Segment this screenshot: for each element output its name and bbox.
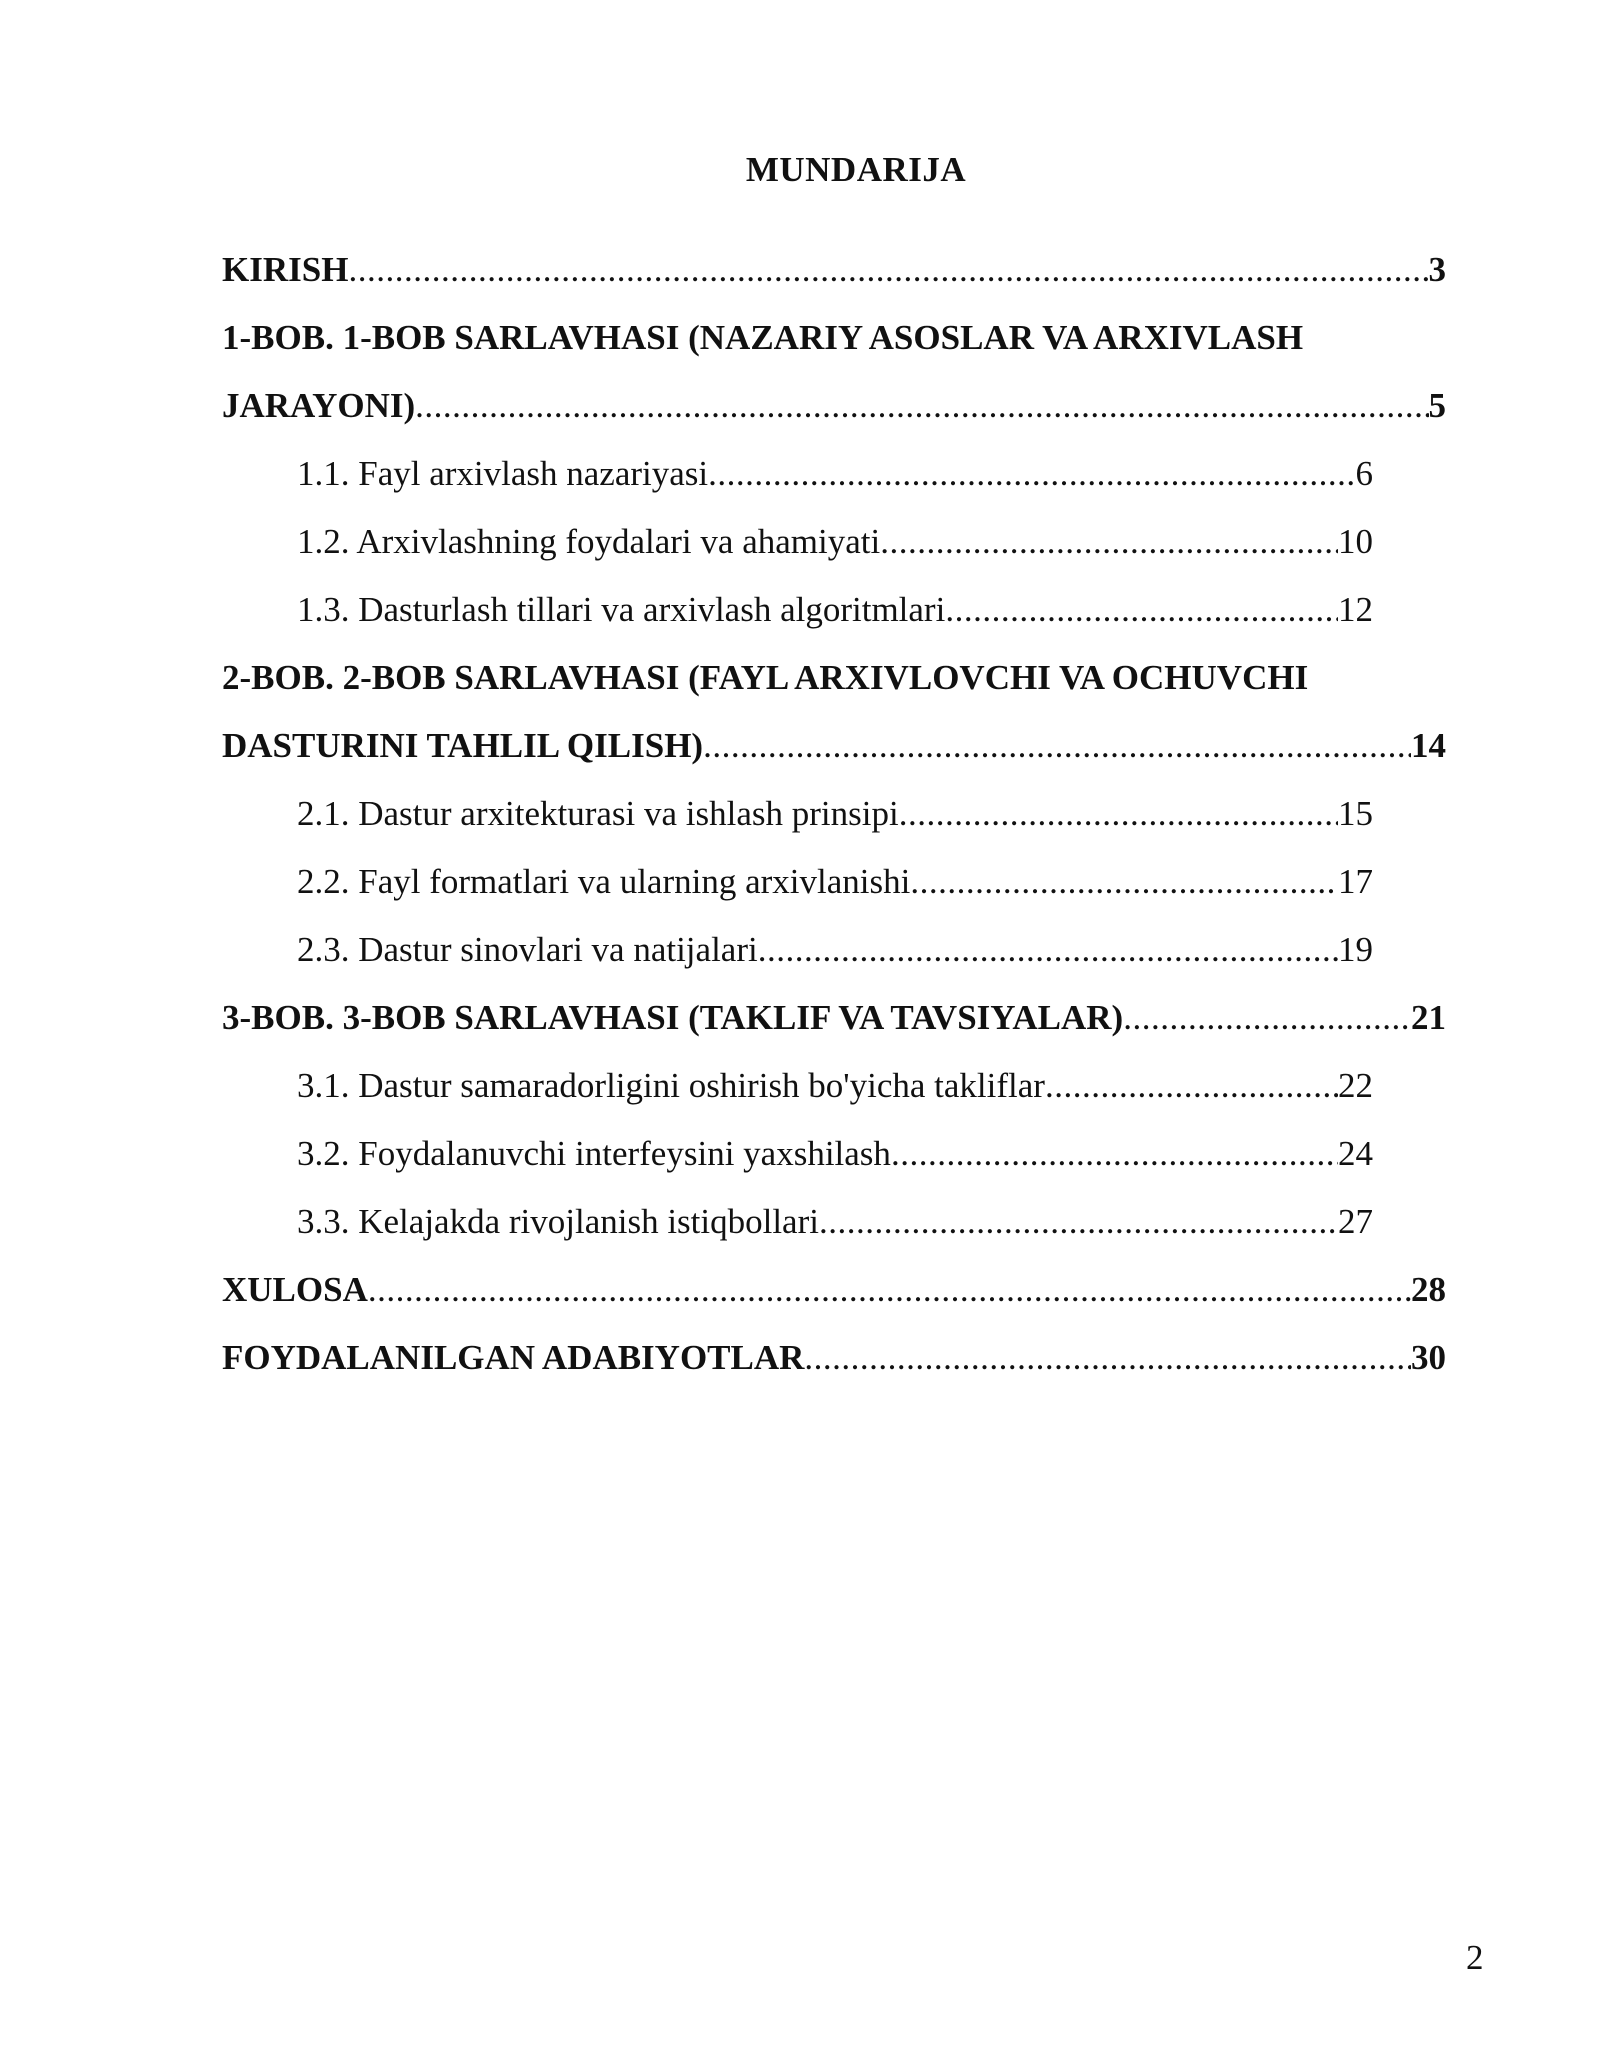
toc-entry-label: 3.1. Dastur samaradorligini oshirish bo'yicha takliflar [297,1066,1045,1105]
toc-entry-chapter-2 [222,644,1446,780]
toc-entry-xulosa [222,1256,1446,1324]
dot-leader [758,916,1338,984]
toc-entry-page: 24 [1338,1134,1373,1173]
dot-leader [880,508,1338,576]
toc-entry-label: XULOSA [222,1270,368,1309]
dot-leader [891,1120,1338,1188]
toc-entry-label: 1.1. Fayl arxivlash nazariyasi [297,454,709,493]
toc-entry-page: 14 [1411,726,1446,765]
toc-entry-3-3 [297,1188,1373,1256]
toc-entry-page: 21 [1411,998,1446,1037]
toc-entry-page: 27 [1338,1202,1373,1241]
toc-entry-1-1 [297,440,1373,508]
toc-entry-page: 10 [1338,522,1373,561]
toc-entry-3-2 [297,1120,1373,1188]
dot-leader [819,1188,1338,1256]
dot-leader [703,712,1411,780]
toc-entry-chapter-1 [222,304,1446,440]
toc-entry-1-3 [297,576,1373,644]
toc-entry-label: 1.2. Arxivlashning foydalari va ahamiyati [297,522,881,561]
toc-entry-2-2 [297,848,1373,916]
table-of-contents [222,236,1446,1392]
toc-entry-page: 3 [1428,250,1446,289]
toc-entry-page: 30 [1411,1338,1446,1377]
toc-entry-page: 5 [1428,386,1446,425]
toc-entry-label: KIRISH [222,250,349,289]
toc-entry-label: 3-BOB. 3-BOB SARLAVHASI (TAKLIF VA TAVSIYALAR) [222,998,1124,1037]
page-number: 2 [1466,1938,1484,1977]
toc-entry-page: 12 [1338,590,1373,629]
toc-entry-label-line1: 2-BOB. 2-BOB SARLAVHASI (FAYL ARXIVLOVCHI VA OCHUVCHI [222,658,1309,697]
toc-entry-label: 3.2. Foydalanuvchi interfeysini yaxshilash [297,1134,891,1173]
toc-entry-label-line1: 1-BOB. 1-BOB SARLAVHASI (NAZARIY ASOSLAR VA ARXIVLASH [222,318,1304,357]
toc-entry-page: 6 [1355,454,1373,493]
toc-entry-label: 3.3. Kelajakda rivojlanish istiqbollari [297,1202,819,1241]
toc-entry-page: 15 [1338,794,1373,833]
toc-entry-label: 2.2. Fayl formatlari va ularning arxivlanishi [297,862,911,901]
dot-leader [899,780,1338,848]
toc-entry-chapter-3 [222,984,1446,1052]
toc-entry-label: DASTURINI TAHLIL QILISH) [222,726,704,765]
toc-entry-page: 22 [1338,1066,1373,1105]
toc-entry-page: 17 [1338,862,1373,901]
dot-leader [910,848,1338,916]
toc-entry-label: JARAYONI) [222,386,416,425]
dot-leader [368,1256,1411,1324]
toc-entry-label: 2.3. Dastur sinovlari va natijalari [297,930,758,969]
toc-entry-2-3 [297,916,1373,984]
toc-entry-kirish [222,236,1446,304]
toc-entry-page: 19 [1338,930,1373,969]
toc-entry-1-2 [297,508,1373,576]
toc-entry-adabiyotlar [222,1324,1446,1392]
dot-leader [1123,984,1411,1052]
dot-leader [708,440,1355,508]
toc-entry-3-1 [297,1052,1373,1120]
dot-leader [415,372,1428,440]
toc-entry-label: FOYDALANILGAN ADABIYOTLAR [222,1338,805,1377]
toc-entry-2-1 [297,780,1373,848]
page-title: MUNDARIJA [745,150,967,189]
toc-entry-label: 2.1. Dastur arxitekturasi va ishlash prinsipi [297,794,899,833]
dot-leader [1045,1052,1338,1120]
toc-entry-label: 1.3. Dasturlash tillari va arxivlash algoritmlari [297,590,946,629]
dot-leader [945,576,1338,644]
dot-leader [804,1324,1411,1392]
dot-leader [348,236,1428,304]
toc-entry-page: 28 [1411,1270,1446,1309]
